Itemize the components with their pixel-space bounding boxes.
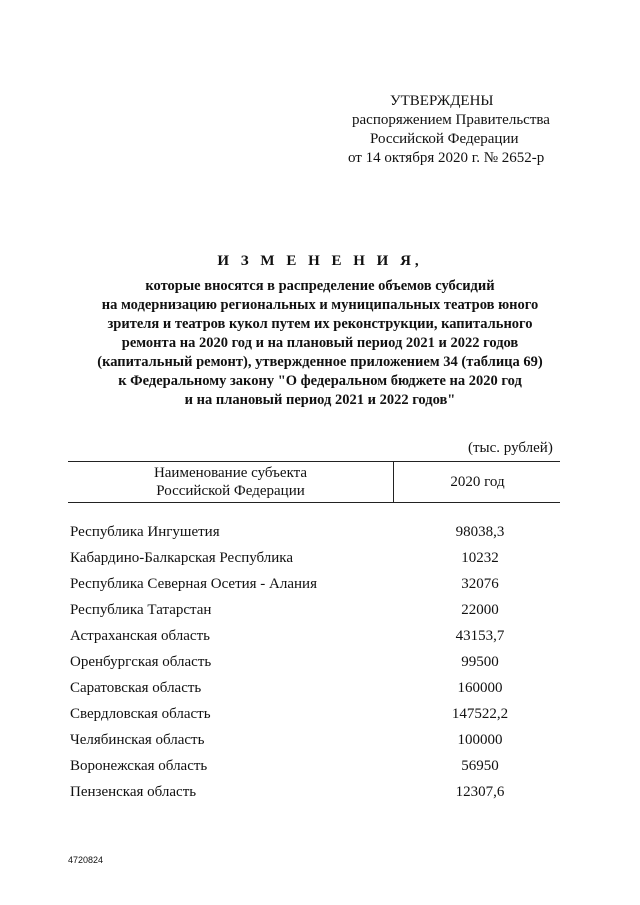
- approval-block: [330, 92, 580, 168]
- region-value: 12307,6: [455, 784, 505, 800]
- table-row: [70, 548, 550, 574]
- region-value: 160000: [457, 680, 503, 696]
- subtitle-line: на модернизацию региональных и муниципальных театров юного: [101, 297, 539, 313]
- table-row: [70, 678, 550, 704]
- approval-line-1: распоряжением Правительства: [352, 112, 550, 128]
- region-value: 43153,7: [455, 628, 505, 644]
- table-row: [70, 652, 550, 678]
- region-name: Республика Ингушетия: [70, 524, 220, 540]
- region-name: Астраханская область: [70, 628, 210, 644]
- subtitle-line: к Федеральному закону "О федеральном бюджете на 2020 год: [118, 373, 522, 389]
- table-row: [70, 600, 550, 626]
- region-value: 98038,3: [455, 524, 505, 540]
- region-name: Оренбургская область: [70, 654, 212, 670]
- region-value: 99500: [461, 654, 499, 670]
- region-name: Саратовская область: [70, 680, 202, 696]
- region-name: Свердловская область: [70, 706, 211, 722]
- subtitle-line: (капитальный ремонт), утвержденное приложением 34 (таблица 69): [97, 354, 543, 370]
- region-name: Республика Татарстан: [70, 602, 212, 618]
- subtitle-line: ремонта на 2020 год и на плановый период 2021 и 2022 годов: [121, 335, 519, 351]
- region-name: Республика Северная Осетия - Алания: [70, 576, 317, 592]
- header-name-cell: [68, 462, 394, 502]
- table-row: [70, 522, 550, 548]
- approval-title: УТВЕРЖДЕНЫ: [390, 93, 494, 109]
- region-value: 22000: [461, 602, 499, 618]
- table-row: [70, 756, 550, 782]
- region-value: 147522,2: [451, 706, 509, 722]
- header-name-line-2: Российской Федерации: [156, 483, 305, 499]
- region-name: Пензенская область: [70, 784, 197, 800]
- table-row: [70, 730, 550, 756]
- region-value: 10232: [461, 550, 499, 566]
- region-name: Челябинская область: [70, 732, 205, 748]
- header-year-cell: 2020 год: [450, 474, 505, 490]
- region-name: Кабардино-Балкарская Республика: [70, 550, 294, 566]
- document-subtitle: [60, 277, 580, 410]
- approval-line-3: от 14 октября 2020 г. № 2652-р: [348, 150, 545, 166]
- table-body: [70, 522, 550, 808]
- region-name: Воронежская область: [70, 758, 208, 774]
- document-code: 4720824: [68, 855, 104, 865]
- region-value: 56950: [461, 758, 499, 774]
- region-value: 100000: [457, 732, 503, 748]
- subtitle-line: и на плановый период 2021 и 2022 годов": [184, 392, 456, 408]
- units-label: (тыс. рублей): [468, 440, 553, 456]
- table-row: [70, 782, 550, 808]
- header-name-line-1: Наименование субъекта: [153, 465, 308, 481]
- subtitle-line: которые вносятся в распределение объемов субсидий: [145, 278, 495, 294]
- table-row: [70, 574, 550, 600]
- document-title: И З М Е Н Е Н И Я,: [217, 253, 423, 269]
- subtitle-line: зрителя и театров кукол путем их реконструкции, капитального: [107, 316, 533, 332]
- table-header: [68, 461, 560, 503]
- table-row: [70, 626, 550, 652]
- table-row: [70, 704, 550, 730]
- approval-line-2: Российской Федерации: [370, 131, 519, 147]
- region-value: 32076: [461, 576, 499, 592]
